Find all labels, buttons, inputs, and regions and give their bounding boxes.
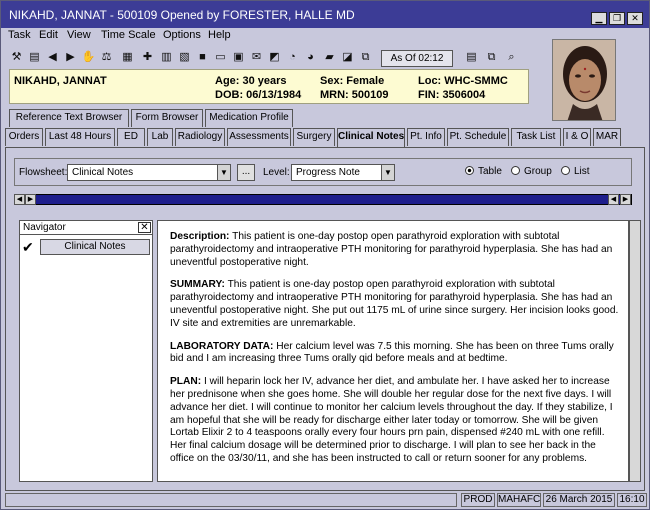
- window-icon[interactable]: ▣: [233, 51, 244, 63]
- print-icon[interactable]: ▤: [466, 51, 477, 63]
- note-description: [170, 231, 620, 269]
- status-bar: [5, 492, 647, 508]
- page-right-icon[interactable]: ▶: [620, 194, 631, 205]
- patient-location: Loc: WHC-SMMC: [418, 75, 508, 87]
- tab-reference-text-browser[interactable]: Reference Text Browser: [9, 109, 129, 127]
- radio-selected-icon: [465, 166, 474, 175]
- scale-icon[interactable]: ⚖: [101, 51, 112, 63]
- radio-icon: [511, 166, 520, 175]
- close-button[interactable]: ✕: [627, 12, 643, 25]
- pie-icon[interactable]: ◔: [289, 51, 296, 63]
- clinical-notes-panel: [5, 147, 645, 491]
- note-plan: [170, 376, 620, 466]
- forward-icon[interactable]: ▶: [66, 51, 75, 63]
- menu-edit[interactable]: Edit: [39, 29, 58, 41]
- table-icon[interactable]: ▧: [179, 51, 190, 63]
- patient-mrn: MRN: 500109: [320, 89, 389, 101]
- grid-icon[interactable]: ▦: [122, 51, 133, 63]
- patient-banner: [9, 69, 529, 104]
- tab-clinical-notes[interactable]: Clinical Notes: [337, 128, 405, 148]
- navigator-header: [20, 221, 152, 235]
- patient-sex: Sex: Female: [320, 75, 385, 87]
- level-select[interactable]: [291, 164, 395, 181]
- tab-form-browser[interactable]: Form Browser: [131, 109, 203, 127]
- bandage-icon[interactable]: ▰: [325, 51, 334, 63]
- menu-time-scale[interactable]: Time Scale: [101, 29, 156, 41]
- restore-button[interactable]: ❐: [609, 12, 625, 25]
- patient-photo-image: [553, 40, 616, 121]
- tab-i-and-o[interactable]: I & O: [563, 128, 591, 146]
- patient-dob: DOB: 06/13/1984: [215, 89, 302, 101]
- back-icon[interactable]: ◀: [48, 51, 57, 63]
- menu-options[interactable]: Options: [163, 29, 201, 41]
- level-value: Progress Note: [296, 167, 360, 178]
- view-group-label: Group: [524, 166, 552, 177]
- flowsheet-value: Clinical Notes: [72, 167, 134, 178]
- tasks-icon[interactable]: ⚒: [11, 51, 22, 63]
- view-table-radio[interactable]: [465, 166, 502, 177]
- tab-pt-schedule[interactable]: Pt. Schedule: [447, 128, 509, 146]
- menu-help[interactable]: Help: [208, 29, 231, 41]
- title-bar: [1, 1, 649, 28]
- tab-assessments[interactable]: Assessments: [227, 128, 291, 146]
- hand-icon[interactable]: ✋: [81, 51, 96, 63]
- note-content: [157, 220, 629, 482]
- tab-pt-info[interactable]: Pt. Info: [407, 128, 445, 146]
- lab-data-text: Her calcium level was 7.5 this morning. She has been on three Tums orally bid and I am increasing three Tums orally qid before meals and at bedtime.: [170, 340, 614, 365]
- stop-icon[interactable]: ■: [199, 51, 206, 63]
- flowsheet-row: [14, 158, 632, 186]
- status-time: 16:10: [617, 493, 647, 507]
- note-lab-data: [170, 341, 620, 367]
- level-label: Level:: [263, 167, 290, 178]
- plan-label: PLAN:: [170, 376, 202, 388]
- view-table-label: Table: [478, 166, 502, 177]
- patient-fin: FIN: 3506004: [418, 89, 486, 101]
- patient-name: NIKAHD, JANNAT: [14, 75, 107, 87]
- radio-icon: [561, 166, 570, 175]
- flowsheet-browse-button[interactable]: ...: [237, 164, 255, 181]
- status-mode: PROD: [461, 493, 495, 507]
- checkmark-icon: ✔: [22, 239, 34, 255]
- lock-icon[interactable]: ◕: [307, 51, 314, 63]
- copy-icon[interactable]: ⧉: [361, 51, 370, 63]
- tab-ed[interactable]: ED: [117, 128, 145, 146]
- view-list-label: List: [574, 166, 590, 177]
- window-title: NIKAHD, JANNAT - 500109 Opened by FORESTER, HALLE MD: [9, 8, 355, 22]
- description-text: This patient is one-day postop open parathyroid exploration with subtotal parathyroidectomy and intraoperative PTH monitoring for parathyroid hyperplasia. She has had an uneventful postoperative night.: [170, 231, 613, 268]
- as-of-button[interactable]: As Of 02:12: [381, 50, 453, 67]
- chevron-down-icon[interactable]: ▼: [381, 165, 394, 180]
- flowsheet-label: Flowsheet:: [19, 167, 68, 178]
- menu-task[interactable]: Task: [8, 29, 31, 41]
- menu-view[interactable]: View: [67, 29, 91, 41]
- tab-medication-profile[interactable]: Medication Profile: [205, 109, 293, 127]
- book-icon[interactable]: ▤: [29, 51, 40, 63]
- status-date: 26 March 2015: [543, 493, 615, 507]
- find-icon[interactable]: ⌕: [508, 51, 515, 63]
- toolbar: [1, 45, 541, 71]
- tag-icon[interactable]: ◩: [269, 51, 280, 63]
- lab-data-label: LABORATORY DATA:: [170, 340, 274, 352]
- tab-radiology[interactable]: Radiology: [175, 128, 225, 146]
- tab-orders[interactable]: Orders: [5, 128, 43, 146]
- pill-icon[interactable]: ✚: [142, 51, 153, 63]
- summary-label: SUMMARY:: [170, 279, 225, 291]
- note-summary: [170, 279, 620, 330]
- tab-last-48-hours[interactable]: Last 48 Hours: [45, 128, 115, 146]
- scroll-left-icon[interactable]: ◀: [14, 194, 25, 205]
- navigation-bar: [14, 194, 632, 205]
- view-group-radio[interactable]: [511, 166, 552, 177]
- description-label: Description:: [170, 231, 230, 242]
- navigator-title: Navigator: [23, 222, 66, 233]
- copy2-icon[interactable]: ⧉: [487, 51, 496, 63]
- view-list-radio[interactable]: [561, 166, 590, 177]
- close-icon[interactable]: ✕: [138, 222, 151, 233]
- status-message: [5, 493, 457, 507]
- eraser-icon[interactable]: ◪: [342, 51, 353, 63]
- navigator-pane: [19, 220, 153, 482]
- patient-photo: [552, 39, 616, 121]
- tab-surgery[interactable]: Surgery: [293, 128, 335, 146]
- chevron-down-icon[interactable]: ▼: [217, 165, 230, 180]
- page-left-icon[interactable]: ◀: [608, 194, 619, 205]
- status-user: MAHAFC: [498, 494, 541, 505]
- note-body: [170, 231, 620, 476]
- tab-lab[interactable]: Lab: [147, 128, 173, 146]
- flowsheet-select[interactable]: [67, 164, 231, 181]
- doc-icon[interactable]: ▭: [215, 51, 226, 63]
- mail-icon[interactable]: ✉: [251, 51, 262, 63]
- tab-task-list[interactable]: Task List: [511, 128, 561, 146]
- navigator-item[interactable]: [22, 239, 150, 255]
- plan-text: I will heparin lock her IV, advance her diet, and ambulate her. I have asked her to increase her prednisone when she goes home. She will double her regular dose for the next five days. I will advance her diet. I will continue to monitor her calcium levels throughout the day. If they stabilize, I am hopeful that she will be ready for discharge either later today or tomorrow. She will be given Lortab Elixir 2 to 4 teaspoons orally every four hours prn pain, dispensed #240 mL with one refill. Her final calcium dosage will be determined prior to discharge. I will plan to see her back in the office on the 03/30/11, and she has been instructed to call or return sooner for any problems.: [170, 376, 613, 464]
- minimize-button[interactable]: ▁: [591, 12, 607, 25]
- scroll-right-icon[interactable]: ▶: [25, 194, 36, 205]
- note-scrollbar[interactable]: [629, 220, 641, 482]
- chart-icon[interactable]: ▥: [161, 51, 172, 63]
- navigator-item-clinical-notes[interactable]: Clinical Notes: [40, 239, 150, 255]
- summary-text: This patient is one-day postop open parathyroid exploration with subtotal parathyroidectomy and intraoperative PTH monitoring for parathyroid hyperplasia. She has had an uneventful postoperative night. She put out 1175 mL of urine since surgery. Her incision looks good. IV site and extremities are unremarkable.: [170, 279, 619, 329]
- patient-age: Age: 30 years: [215, 75, 287, 87]
- tab-mar[interactable]: MAR: [593, 128, 621, 146]
